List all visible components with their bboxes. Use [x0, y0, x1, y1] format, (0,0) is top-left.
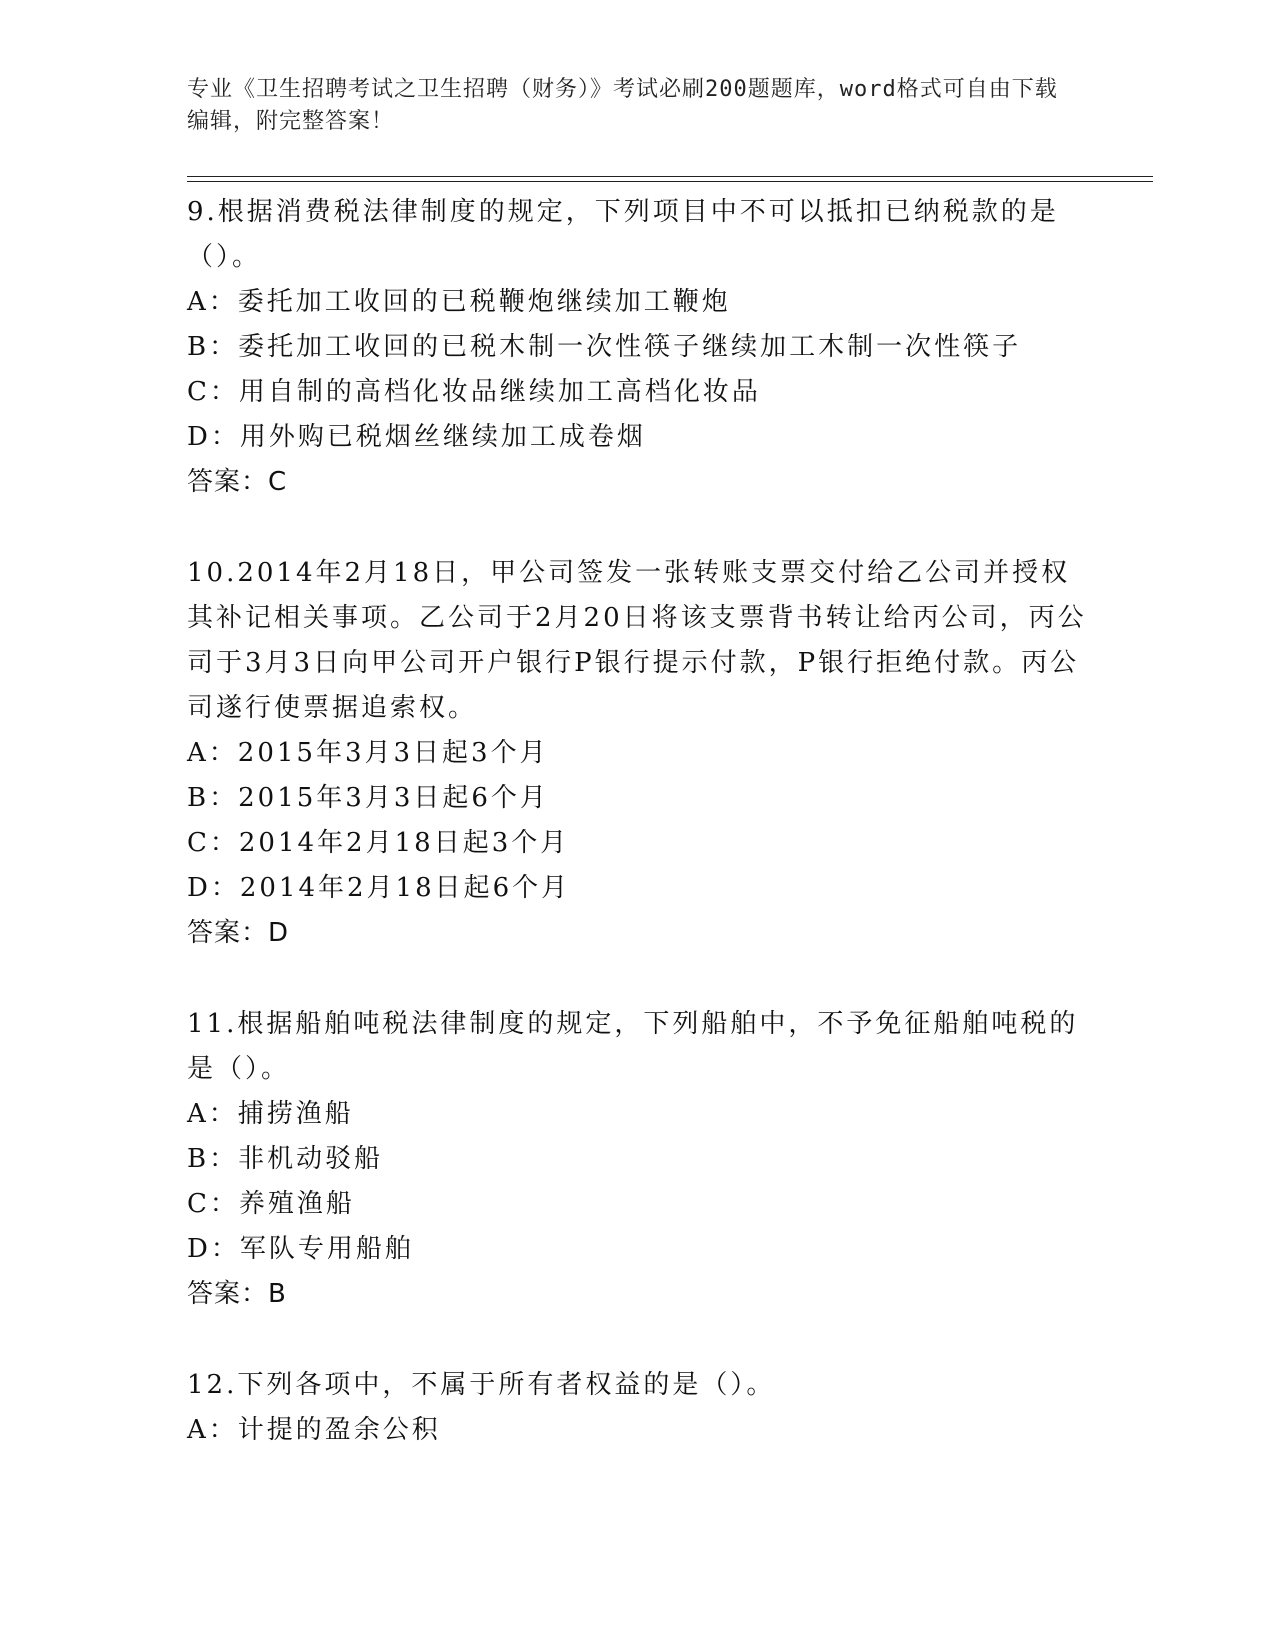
option-c: C：2014年2月18日起3个月: [187, 828, 570, 858]
option-d: D：军队专用船舶: [187, 1234, 414, 1264]
answer: 答案：B: [187, 1279, 287, 1309]
option-a: A：捕捞渔船: [187, 1099, 354, 1129]
question-text: 11.根据船舶吨税法律制度的规定，下列船舶中，不予免征船舶吨税的是（）。: [187, 1009, 1079, 1084]
option-b: B：非机动驳船: [187, 1144, 384, 1174]
option-b: B：委托加工收回的已税木制一次性筷子继续加工木制一次性筷子: [187, 332, 1022, 362]
header-divider-bottom: [187, 181, 1153, 182]
option-c: C：养殖渔船: [187, 1189, 355, 1219]
option-a: A：委托加工收回的已税鞭炮继续加工鞭炮: [187, 287, 731, 317]
question-text: 12.下列各项中，不属于所有者权益的是（）。: [187, 1370, 776, 1400]
question-text: 9.根据消费税法律制度的规定，下列项目中不可以抵扣已纳税款的是（）。: [187, 197, 1059, 272]
option-d: D：用外购已税烟丝继续加工成卷烟: [187, 422, 646, 452]
question-12: [187, 1363, 1087, 1453]
question-11: [187, 1002, 1087, 1317]
option-c: C：用自制的高档化妆品继续加工高档化妆品: [187, 377, 761, 407]
answer: 答案：D: [187, 918, 290, 948]
document-header: 专业《卫生招聘考试之卫生招聘（财务）》考试必刷200题题库，word格式可自由下载编辑，附完整答案！: [187, 77, 1058, 134]
question-list: [187, 190, 1087, 1453]
question-text: 10.2014年2月18日，甲公司签发一张转账支票交付给乙公司并授权其补记相关事项。乙公司于2月20日将该支票背书转让给丙公司，丙公司于3月3日向甲公司开户银行P银行提示付款，P银行拒绝付款。丙公司遂行使票据追索权。: [187, 558, 1087, 723]
question-9: [187, 190, 1087, 505]
answer: 答案：C: [187, 467, 288, 497]
option-a: A：计提的盈余公积: [187, 1415, 441, 1445]
header-divider-top: [187, 176, 1153, 177]
option-a: A：2015年3月3日起3个月: [187, 738, 549, 768]
option-b: B：2015年3月3日起6个月: [187, 783, 549, 813]
option-d: D：2014年2月18日起6个月: [187, 873, 571, 903]
question-10: [187, 551, 1087, 956]
